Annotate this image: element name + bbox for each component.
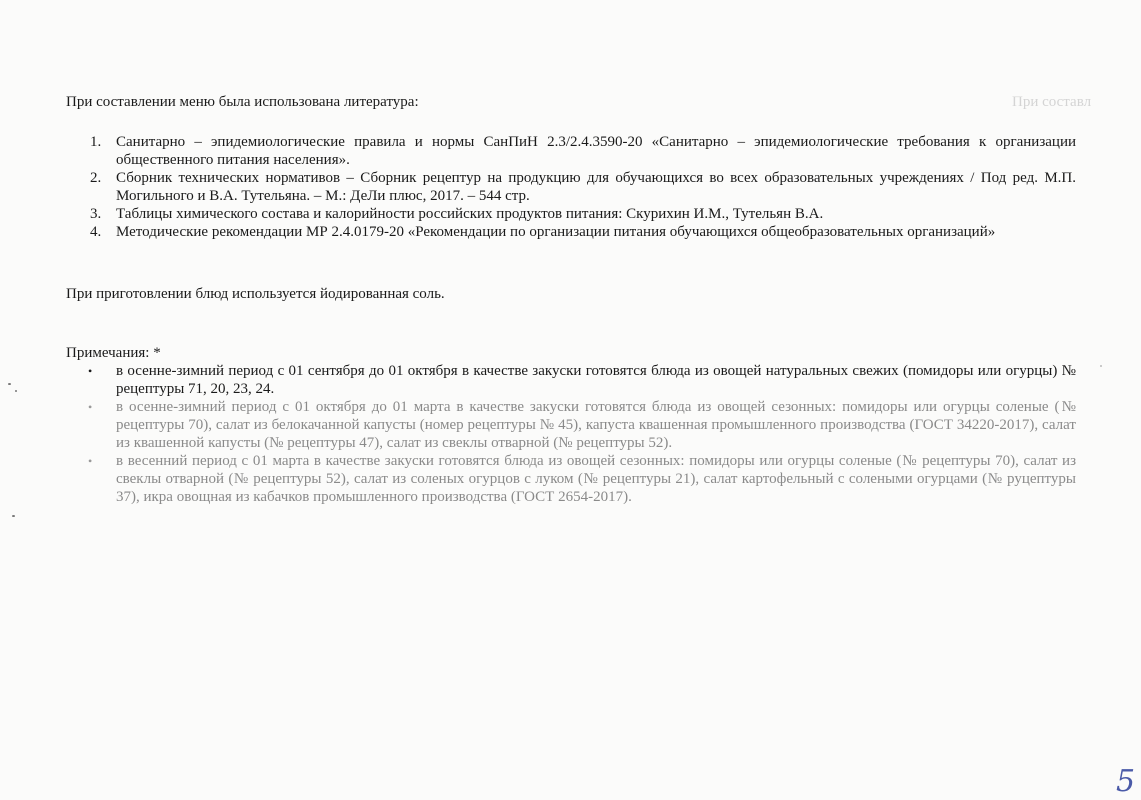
handwritten-page-number: 5 <box>1116 764 1136 799</box>
scan-speck <box>12 515 15 517</box>
literature-item <box>66 205 1076 223</box>
list-number: 4. <box>90 224 102 240</box>
scan-speck <box>1100 365 1102 367</box>
iodized-salt-note: При приготовлении блюд используется йодированная соль. <box>66 286 445 302</box>
note-item <box>66 362 1076 398</box>
literature-item-text: Сборник технических нормативов – Сборник рецептур на продукцию для обучающихся во всех образовательных учреждениях / Под ред. М.П. Могильного и В.А. Тутельяна. – М.: ДеЛи плюс, 2017. – 544 стр. <box>116 170 1076 204</box>
bullet-icon: • <box>88 364 93 378</box>
scan-speck <box>8 383 11 385</box>
note-item <box>66 452 1076 506</box>
literature-item <box>66 169 1076 205</box>
list-number: 3. <box>90 206 102 222</box>
notes-list <box>66 362 1076 506</box>
literature-item-text: Методические рекомендации МР 2.4.0179-20 «Рекомендации по организации питания обучающихся общеобразовательных организаций» <box>116 224 996 240</box>
literature-heading: При составлении меню была использована литература: <box>66 94 419 110</box>
bleed-through-text: При составл <box>1012 94 1092 110</box>
list-number: 1. <box>90 134 102 150</box>
literature-item-text: Таблицы химического состава и калорийности российских продуктов питания: Скурихин И.М., Тутельян В.А. <box>116 206 824 222</box>
literature-item <box>66 133 1076 169</box>
note-item-text: в весенний период с 01 марта в качестве закуски готовятся блюда из овощей сезонных: помидоры или огурцы соленые (№ рецептуры 70), салат из свеклы отварной (№ рецептуры 52), салат из соленых огурцов с луком (№ рецептуры 21), салат картофельный с солеными огурцами (№ руцептуры 37), икра овощная из кабачков промышленного производства (ГОСТ 2654-2017). <box>116 453 1076 505</box>
literature-item-text: Санитарно – эпидемиологические правила и нормы СанПиН 2.3/2.4.3590-20 «Санитарно – эпидемиологические требования к организации общественного питания населения». <box>116 134 1076 168</box>
note-item <box>66 398 1076 452</box>
note-item-text: в осенне-зимний период с 01 октября до 01 марта в качестве закуски готовятся блюда из овощей сезонных: помидоры или огурцы соленые (№ рецептуры 70), салат из белокачанной капусты (номер рецептуры № 45), капуста квашенная промышленного производства (ГОСТ 34220-2017), салат из квашенной капусты (№ рецептуры 47), салат из свеклы отварной (№ рецептуры 52). <box>116 399 1076 451</box>
notes-heading: Примечания: * <box>66 345 161 361</box>
bullet-icon: • <box>88 400 93 414</box>
scan-speck <box>15 390 17 392</box>
list-number: 2. <box>90 170 102 186</box>
bullet-icon: • <box>88 454 93 468</box>
literature-list <box>66 133 1076 241</box>
note-item-text: в осенне-зимний период с 01 сентября до 01 октября в качестве закуски готовятся блюда из овощей натуральных свежих (помидоры или огурцы) № рецептуры 71, 20, 23, 24. <box>116 363 1076 397</box>
literature-item <box>66 223 1076 241</box>
